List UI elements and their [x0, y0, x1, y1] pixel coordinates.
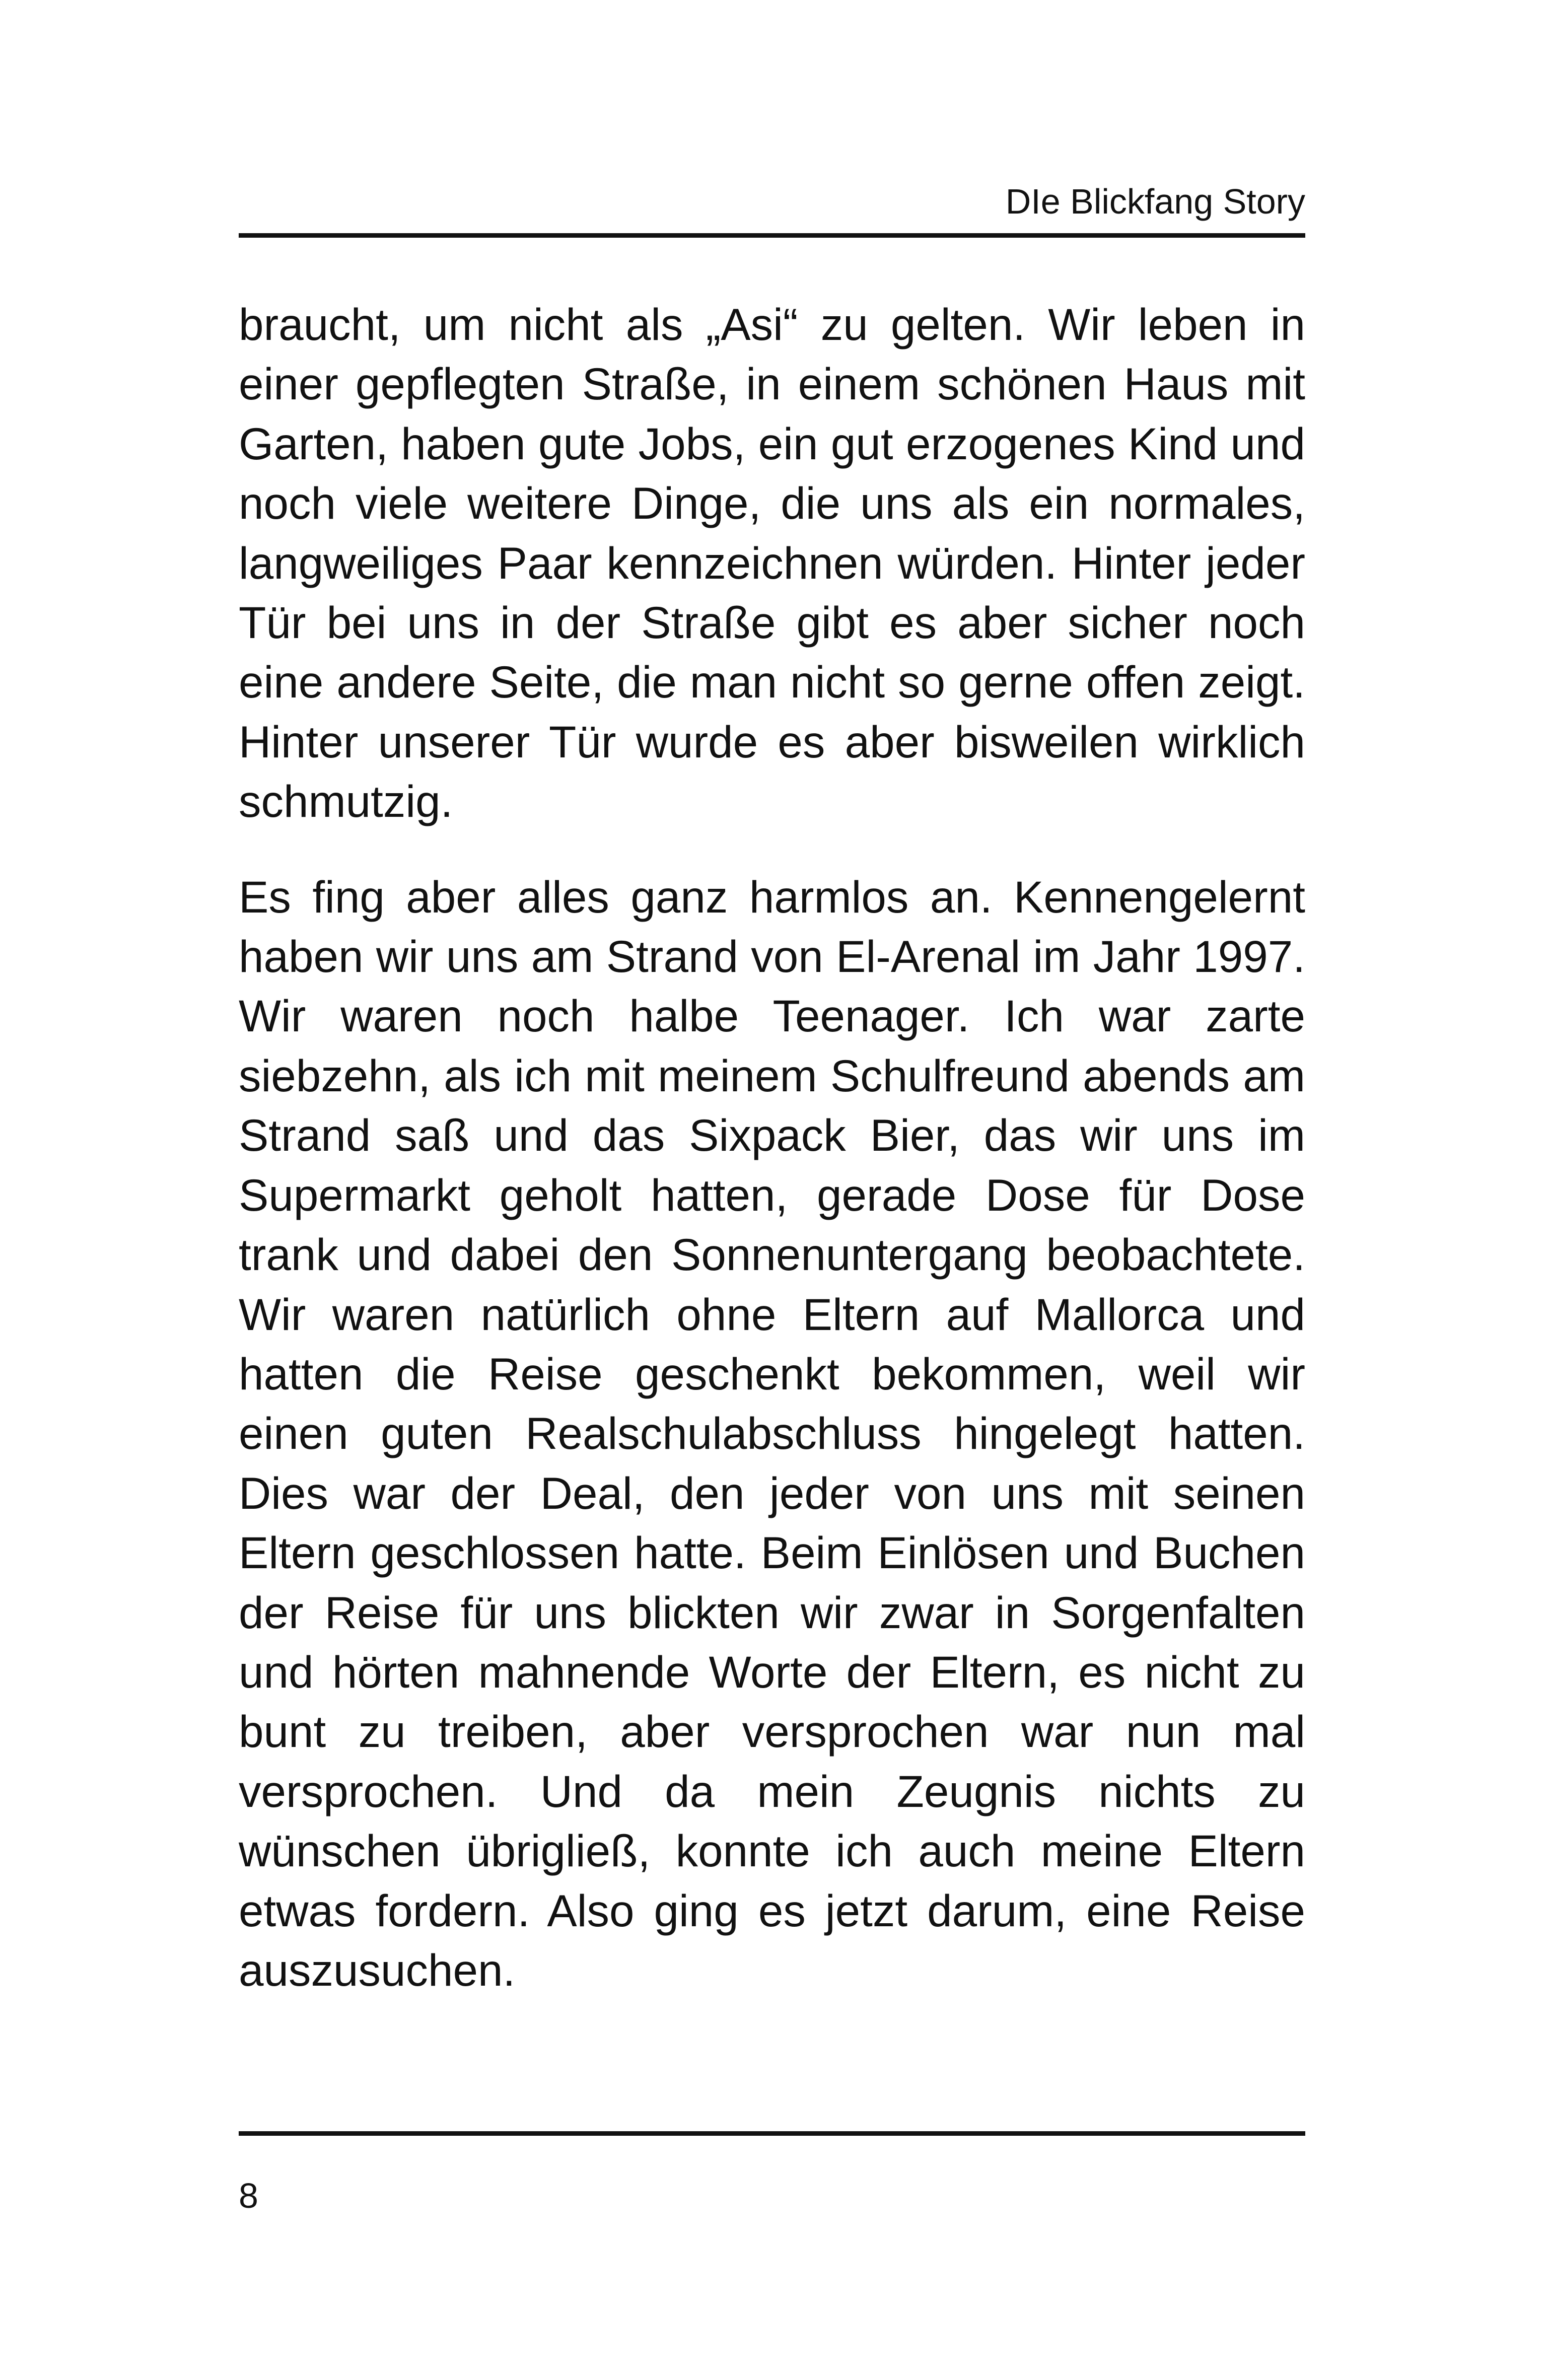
footer-rule [239, 2131, 1305, 2136]
paragraph-1: braucht, um nicht als „Asi“ zu gelten. Wir leben in einer gepflegten Straße, in einem schönen Haus mit Garten, haben gute Jobs, ein gut erzogenes Kind und noch viele weitere Dinge, die uns als ein normales, langweiliges Paar kennzeichnen würden. Hinter jeder Tür bei uns in der Straße gibt es aber sicher noch eine andere Seite, die man nicht so gerne offen zeigt. Hinter unserer Tür wurde es aber bisweilen wirklich schmutzig. [239, 299, 1305, 827]
page-number: 8 [239, 2176, 258, 2215]
running-header: DIe Blickfang Story [1005, 182, 1305, 221]
paragraph-2: Es fing aber alles ganz harmlos an. Kennengelernt haben wir uns am Strand von El-Arenal im Jahr 1997. Wir waren noch halbe Teenager. Ich war zarte siebzehn, als ich mit meinem Schulfreund abends am Strand saß und das Sixpack Bier, das wir uns im Supermarkt geholt hatten, gerade Dose für Dose trank und dabei den Sonnenuntergang beobachtete. Wir waren natürlich ohne Eltern auf Mallorca und hatten die Reise geschenkt bekommen, weil wir einen guten Realschulabschluss hingelegt hatten. Dies war der Deal, den jeder von uns mit seinen Eltern geschlossen hatte. Beim Einlösen und Buchen der Reise für uns blickten wir zwar in Sorgenfalten und hörten mahnende Worte der Eltern, es nicht zu bunt zu treiben, aber versprochen war nun mal versprochen. Und da mein Zeugnis nichts zu wünschen übrigließ, konnte ich auch meine Eltern etwas fordern. Also ging es jetzt darum, eine Reise auszusuchen. [239, 871, 1305, 1995]
body-text [239, 295, 1305, 2000]
header-rule [239, 233, 1305, 238]
